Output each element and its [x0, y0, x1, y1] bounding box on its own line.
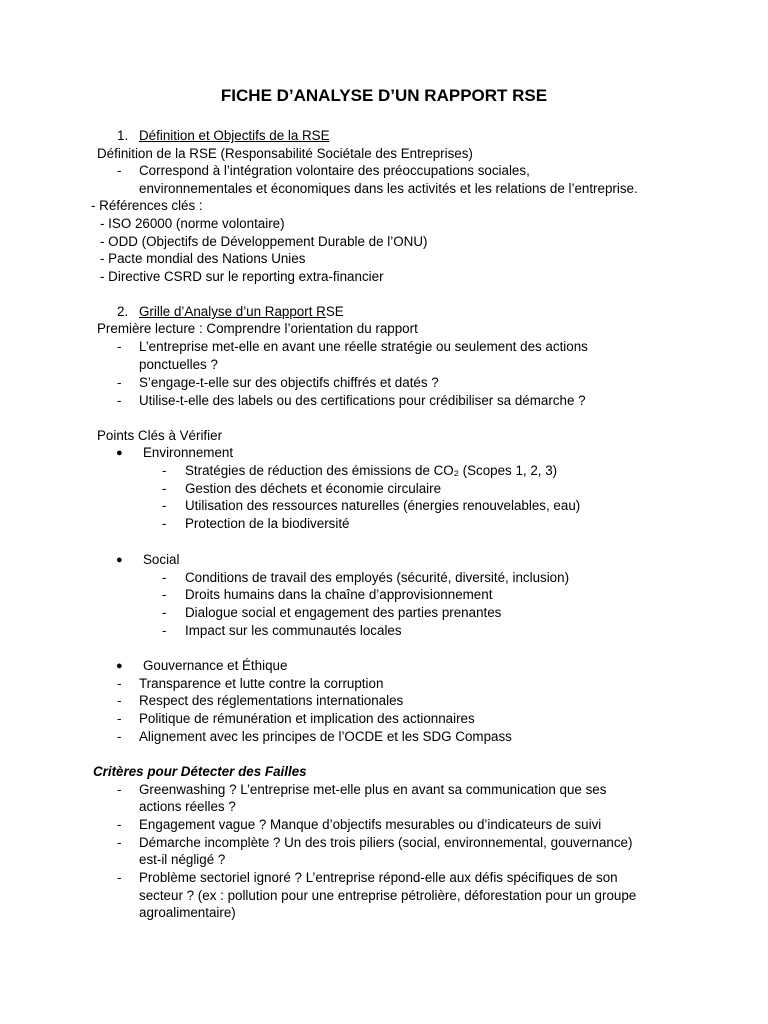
criteria-line: Démarche incomplète ? Un des trois piliers (social, environnemental, gouvernance): [139, 835, 633, 850]
list-dash: -: [162, 481, 167, 496]
section-2-heading: [139, 304, 344, 320]
environment-item: Utilisation des ressources naturelles (énergies renouvelables, eau): [185, 498, 581, 513]
criteria-line-continued: actions réelles ?: [139, 799, 236, 814]
section-2-heading-underlined: Grille d’Analyse d’un Rapport R: [139, 304, 326, 319]
list-dash: -: [117, 835, 122, 850]
list-dash: -: [117, 870, 122, 885]
social-title: Social: [143, 552, 180, 567]
governance-item: Politique de rémunération et implication des actionnaires: [139, 711, 475, 726]
list-dash: -: [117, 817, 122, 832]
reference-item: - Pacte mondial des Nations Unies: [100, 251, 306, 266]
criteria-line-continued: est-il négligé ?: [139, 852, 226, 867]
definition-text-line-2: environnementales et économiques dans les activités et les relations de l’entreprise.: [139, 181, 638, 196]
list-dash: -: [162, 516, 167, 531]
criteria-line-continued: agroalimentaire): [139, 905, 236, 920]
bullet-icon: ●: [116, 554, 123, 566]
section-1-number: 1.: [117, 128, 129, 143]
first-reading-item-continued: ponctuelles ?: [139, 357, 218, 372]
reference-item: - Directive CSRD sur le reporting extra-financier: [100, 269, 384, 284]
document-title: FICHE D’ANALYSE D’UN RAPPORT RSE: [220, 86, 548, 105]
governance-item: Respect des réglementations internationales: [139, 693, 404, 708]
governance-title: Gouvernance et Éthique: [143, 658, 288, 673]
rse-definition-label: Définition de la RSE (Responsabilité Sociétale des Entreprises): [97, 146, 473, 161]
social-item: Droits humains dans la chaîne d’approvisionnement: [185, 587, 493, 602]
bullet-icon: ●: [116, 660, 123, 672]
list-dash: -: [117, 339, 122, 354]
first-reading-item: S’engage-t-elle sur des objectifs chiffrés et datés ?: [139, 375, 439, 390]
list-dash: -: [162, 570, 167, 585]
list-dash: -: [117, 676, 122, 691]
criteria-line: Greenwashing ? L’entreprise met-elle plus en avant sa communication que ses: [139, 782, 607, 797]
governance-item: Transparence et lutte contre la corruption: [139, 676, 384, 691]
criteria-line: Engagement vague ? Manque d’objectifs mesurables ou d’indicateurs de suivi: [139, 817, 602, 832]
list-dash: -: [162, 463, 167, 478]
first-reading-item: L’entreprise met-elle en avant une réelle stratégie ou seulement des actions: [139, 339, 588, 354]
environment-title: Environnement: [143, 445, 234, 460]
governance-item: Alignement avec les principes de l’OCDE et les SDG Compass: [139, 729, 512, 744]
criteria-line: Problème sectoriel ignoré ? L’entreprise répond-elle aux défis spécifiques de son: [139, 870, 618, 885]
list-dash: -: [162, 623, 167, 638]
criteria-title: Critères pour Détecter des Failles: [93, 764, 307, 779]
reference-item: - ISO 26000 (norme volontaire): [100, 216, 285, 231]
social-item: Conditions de travail des employés (sécurité, diversité, inclusion): [185, 570, 570, 585]
first-reading-item: Utilise-t-elle des labels ou des certifications pour crédibiliser sa démarche ?: [139, 393, 586, 408]
section-2-number: 2.: [117, 304, 129, 319]
list-dash: -: [117, 782, 122, 797]
list-dash: -: [162, 498, 167, 513]
list-dash: -: [162, 605, 167, 620]
environment-item: Gestion des déchets et économie circulaire: [185, 481, 442, 496]
social-item: Impact sur les communautés locales: [185, 623, 402, 638]
list-dash: -: [117, 375, 122, 390]
list-dash: -: [117, 693, 122, 708]
reference-item: - ODD (Objectifs de Développement Durable de l’ONU): [100, 234, 428, 249]
social-item: Dialogue social et engagement des parties prenantes: [185, 605, 502, 620]
environment-item: Stratégies de réduction des émissions de CO₂ (Scopes 1, 2, 3): [185, 463, 558, 478]
list-dash: -: [117, 163, 122, 178]
list-dash: -: [117, 711, 122, 726]
list-dash: -: [162, 587, 167, 602]
first-reading-label: Première lecture : Comprendre l’orientation du rapport: [97, 321, 418, 336]
bullet-icon: ●: [116, 447, 123, 459]
section-2-heading-rest: SE: [325, 304, 344, 319]
environment-item: Protection de la biodiversité: [185, 516, 350, 531]
list-dash: -: [117, 393, 122, 408]
references-title: - Références clés :: [91, 198, 203, 213]
section-1-heading: Définition et Objectifs de la RSE: [139, 128, 330, 143]
key-points-title: Points Clés à Vérifier: [97, 428, 223, 443]
list-dash: -: [117, 729, 122, 744]
criteria-line-continued: secteur ? (ex : pollution pour une entreprise pétrolière, déforestation pour un groupe: [139, 888, 637, 903]
definition-text-line-1: Correspond à l’intégration volontaire des préoccupations sociales,: [139, 163, 530, 178]
